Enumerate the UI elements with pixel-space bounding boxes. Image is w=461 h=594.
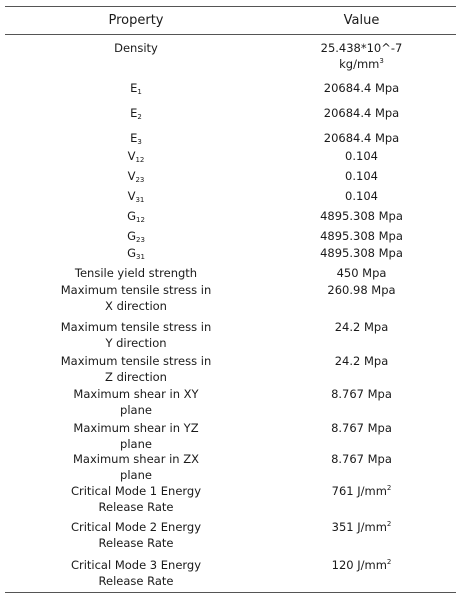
value-cell: 260.98 Mpa [327,283,396,297]
property-cell: Tensile yield strength [74,266,198,280]
header-property: Property [108,13,164,28]
value-cell: 20684.4 Mpa [323,81,400,95]
property-cell: $E_1$ [130,81,142,96]
value-cell: 24.2 Mpa [334,354,389,368]
table-row [5,282,456,319]
value-cell: 0.104 [345,169,378,183]
table-row [5,148,456,168]
property-cell: Maximum shear in XY plane [73,387,199,417]
table-row [5,420,456,451]
table-row [5,208,456,228]
table-row [5,519,456,557]
property-cell: $V_{31}$ [127,189,145,204]
table-row [5,245,456,265]
table-row [5,168,456,188]
value-cell: 450 Mpa [336,266,387,280]
header-rule [5,34,456,35]
property-cell: Maximum shear in YZ plane [73,421,199,451]
table-row [5,130,456,148]
property-cell: Density [114,41,158,55]
table-row [5,386,456,420]
header-row [5,7,456,34]
value-cell: 4895.308 Mpa [320,246,403,260]
property-cell: Maximum shear in ZX plane [72,452,199,482]
property-cell: $E_3$ [130,131,142,146]
table-row [5,451,456,483]
value-cell: 4895.308 Mpa [320,229,403,243]
value-cell: 761 $J/mm^2$ [331,484,392,498]
table-row [5,105,456,130]
property-cell: Critical Mode 2 Energy Release Rate [70,520,202,550]
value-cell: 0.104 [345,189,378,203]
property-cell: Critical Mode 3 Energy Release Rate [70,558,202,588]
property-cell: Maximum tensile stress in Y direction [60,320,212,350]
value-cell: 4895.308 Mpa [320,209,403,223]
table-row [5,80,456,105]
properties-table [5,6,456,593]
table-row [5,483,456,519]
value-cell: 8.767 Mpa [331,387,392,401]
table-row [5,557,456,592]
table-row [5,228,456,245]
value-cell: 8.767 Mpa [331,421,392,435]
value-cell: 8.767 Mpa [331,452,392,466]
property-cell: $V_{23}$ [127,169,145,184]
header-value: Value [343,13,380,28]
value-cell: 24.2 Mpa [334,320,389,334]
property-cell: Maximum tensile stress in X direction [60,283,212,313]
table-row [5,353,456,386]
property-cell: $E_2$ [130,106,142,121]
value-cell: 120 $J/mm^2$ [331,558,392,572]
property-cell: $G_{23}$ [127,229,145,244]
table-row [5,40,456,80]
value-cell: 25.438*10^-7 $kg/mm^3$ [320,41,403,71]
bottom-rule [5,592,456,593]
table-row [5,265,456,282]
property-cell: $V_{12}$ [127,149,145,164]
property-cell: Maximum tensile stress in Z direction [60,354,212,384]
value-cell: 20684.4 Mpa [323,131,400,145]
table-row [5,188,456,208]
property-cell: $G_{31}$ [127,246,145,261]
value-cell: 20684.4 Mpa [323,106,400,120]
value-cell: 351 $J/mm^2$ [331,520,392,534]
table-row [5,319,456,353]
value-cell: 0.104 [345,149,378,163]
property-cell: Critical Mode 1 Energy Release Rate [70,484,202,514]
property-cell: $G_{12}$ [127,209,145,224]
